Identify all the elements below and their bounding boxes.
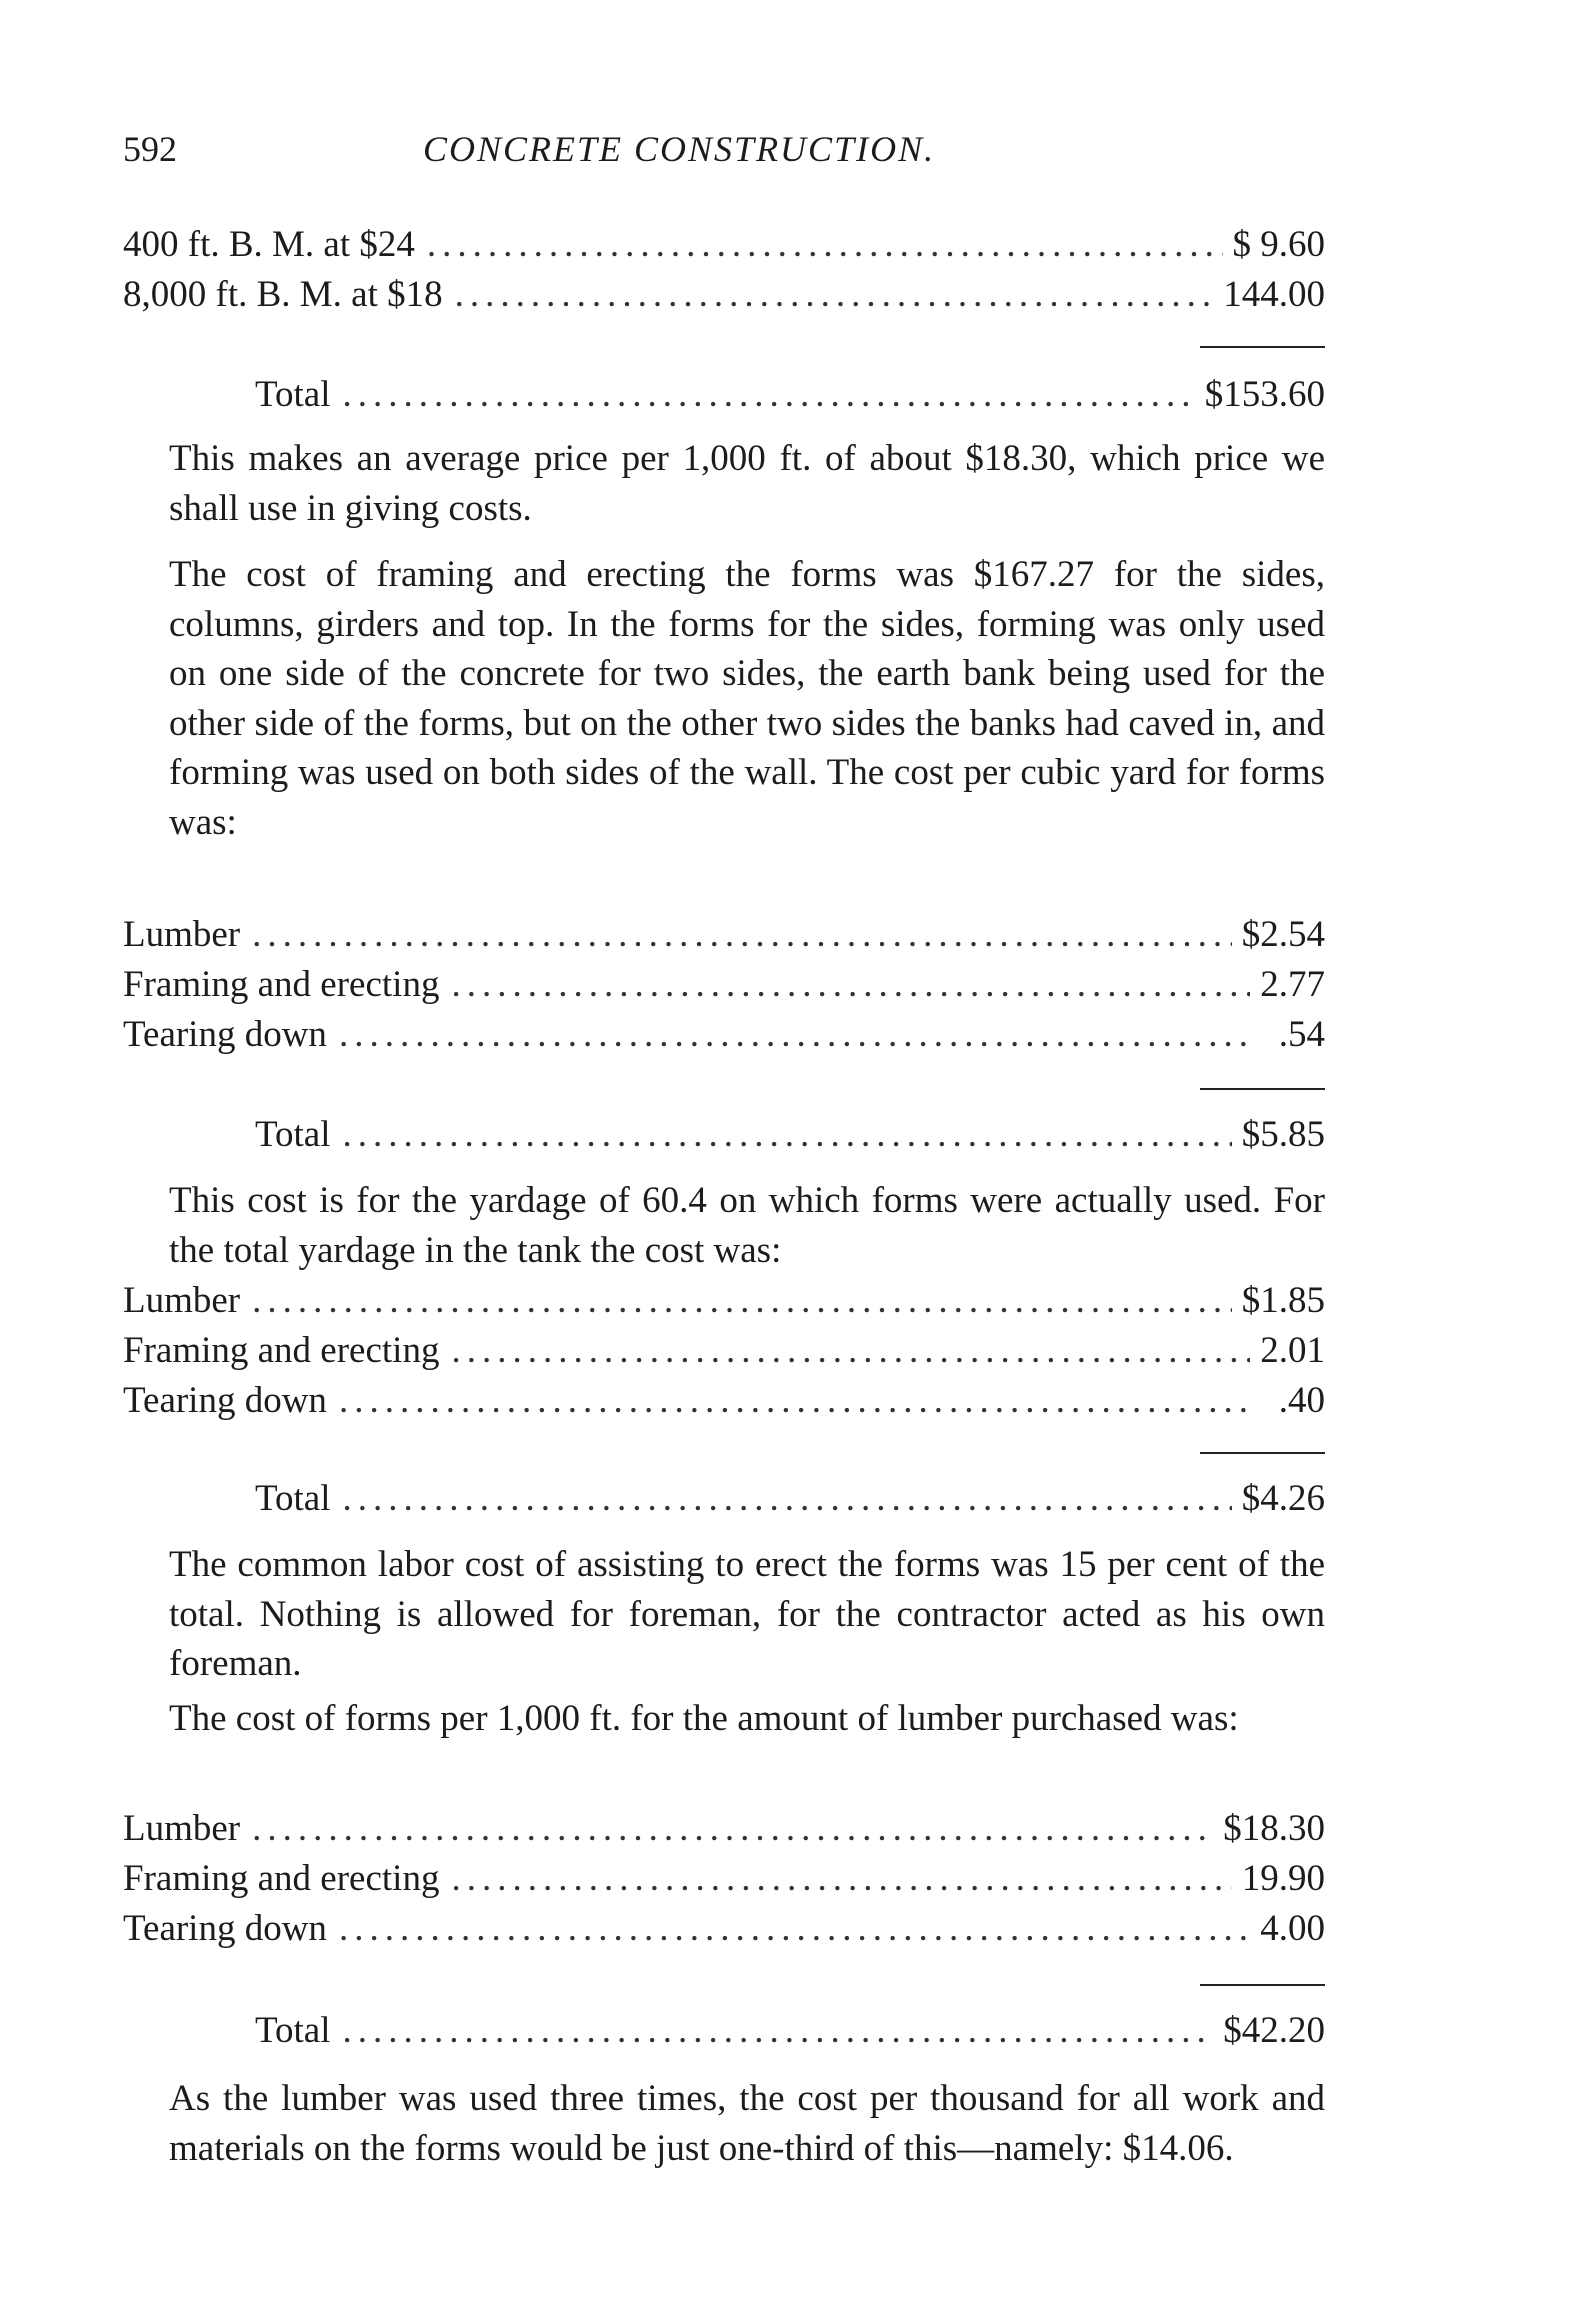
total-label: Total	[255, 2010, 331, 2051]
leader-dots	[343, 2006, 1214, 2056]
sum-rule	[1200, 1984, 1325, 1986]
leader-dots	[252, 910, 1232, 960]
paragraph-text: The cost of framing and erecting the forms was $167.27 for the sides, columns, girders and top. In the forms for the sides, forming was only used on one side of the concrete for two sides, the earth bank being used for the other side of the forms, but on the other two sides the banks had caved in, and forming was used on both sides of the wall. The cost per cubic yard for forms was:	[169, 554, 1325, 843]
total-row	[255, 2006, 1325, 2056]
paragraph-text: As the lumber was used three times, the cost per thousand for all work and materials on the forms would be just one-third of this—namely: $14.06.	[169, 2078, 1325, 2169]
running-title: CONCRETE CONSTRUCTION.	[423, 129, 936, 169]
total-label: Total	[255, 1114, 331, 1155]
row-amount: 2.01	[1260, 1330, 1325, 1371]
row-amount: $1.85	[1241, 1280, 1325, 1321]
leader-dots	[339, 1010, 1255, 1060]
table-row	[123, 1904, 1325, 1954]
row-label: Lumber	[123, 1280, 241, 1321]
total-label: Total	[255, 1478, 331, 1519]
table-row	[123, 1276, 1325, 1326]
row-label: Tearing down	[123, 1908, 327, 1949]
page-header	[123, 128, 1323, 188]
leader-dots	[252, 1276, 1232, 1326]
leader-dots	[451, 1854, 1231, 1904]
row-label: Tearing down	[123, 1014, 327, 1055]
row-amount: $2.54	[1241, 914, 1325, 955]
table-row	[123, 1854, 1325, 1904]
sum-rule	[1200, 1088, 1325, 1090]
row-amount: .40	[1278, 1380, 1325, 1421]
leader-dots	[451, 1326, 1250, 1376]
total-amount: $153.60	[1204, 374, 1325, 415]
row-label: Lumber	[123, 914, 241, 955]
leader-dots	[427, 220, 1223, 270]
leader-dots	[455, 270, 1214, 320]
paragraph-text: This makes an average price per 1,000 ft. of about $18.30, which price we shall use in giving costs.	[169, 438, 1325, 529]
table-row	[123, 1376, 1325, 1426]
leader-dots	[343, 1474, 1232, 1524]
row-amount: 4.00	[1260, 1908, 1325, 1949]
leader-dots	[339, 1904, 1250, 1954]
row-label: 8,000 ft. B. M. at $18	[123, 274, 443, 315]
total-amount: $42.20	[1223, 2010, 1325, 2051]
leader-dots	[343, 1110, 1232, 1160]
row-label: Framing and erecting	[123, 1858, 440, 1899]
leader-dots	[343, 370, 1195, 420]
total-row	[255, 1110, 1325, 1160]
paragraph-text: The common labor cost of assisting to erect the forms was 15 per cent of the total. Nothing is allowed for foreman, for the contractor acted as his own foreman.	[169, 1544, 1325, 1684]
total-label: Total	[255, 374, 331, 415]
paragraph-text: The cost of forms per 1,000 ft. for the amount of lumber purchased was:	[169, 1698, 1239, 1739]
page-number: 592	[123, 129, 177, 169]
paragraph-average-price	[123, 434, 1325, 534]
total-amount: $4.26	[1241, 1478, 1325, 1519]
total-row	[255, 1474, 1325, 1524]
table-row	[123, 220, 1325, 270]
total-row	[255, 370, 1325, 420]
row-amount: $ 9.60	[1232, 224, 1325, 265]
paragraph-yardage-note	[123, 1176, 1325, 1276]
table-row	[123, 1010, 1325, 1060]
leader-dots	[339, 1376, 1255, 1426]
table-row	[123, 270, 1325, 320]
row-amount: $18.30	[1223, 1808, 1325, 1849]
row-label: Tearing down	[123, 1380, 327, 1421]
row-label: Framing and erecting	[123, 1330, 440, 1371]
paragraph-labor-note	[123, 1540, 1325, 1690]
paragraph-framing-cost	[123, 550, 1325, 900]
leader-dots	[451, 960, 1250, 1010]
row-label: Framing and erecting	[123, 964, 440, 1005]
row-amount: 2.77	[1260, 964, 1325, 1005]
paragraph-text: This cost is for the yardage of 60.4 on which forms were actually used. For the total yardage in the tank the cost was:	[169, 1180, 1325, 1271]
row-amount: 144.00	[1223, 274, 1325, 315]
row-label: Lumber	[123, 1808, 241, 1849]
table-row	[123, 910, 1325, 960]
total-amount: $5.85	[1241, 1114, 1325, 1155]
row-label: 400 ft. B. M. at $24	[123, 224, 415, 265]
sum-rule	[1200, 346, 1325, 348]
row-amount: .54	[1278, 1014, 1325, 1055]
table-row	[123, 1804, 1325, 1854]
table-row	[123, 960, 1325, 1010]
paragraph-conclusion	[123, 2074, 1325, 2224]
sum-rule	[1200, 1452, 1325, 1454]
paragraph-per-thousand-intro	[123, 1694, 1325, 1794]
leader-dots	[252, 1804, 1213, 1854]
row-amount: 19.90	[1241, 1858, 1325, 1899]
table-row	[123, 1326, 1325, 1376]
